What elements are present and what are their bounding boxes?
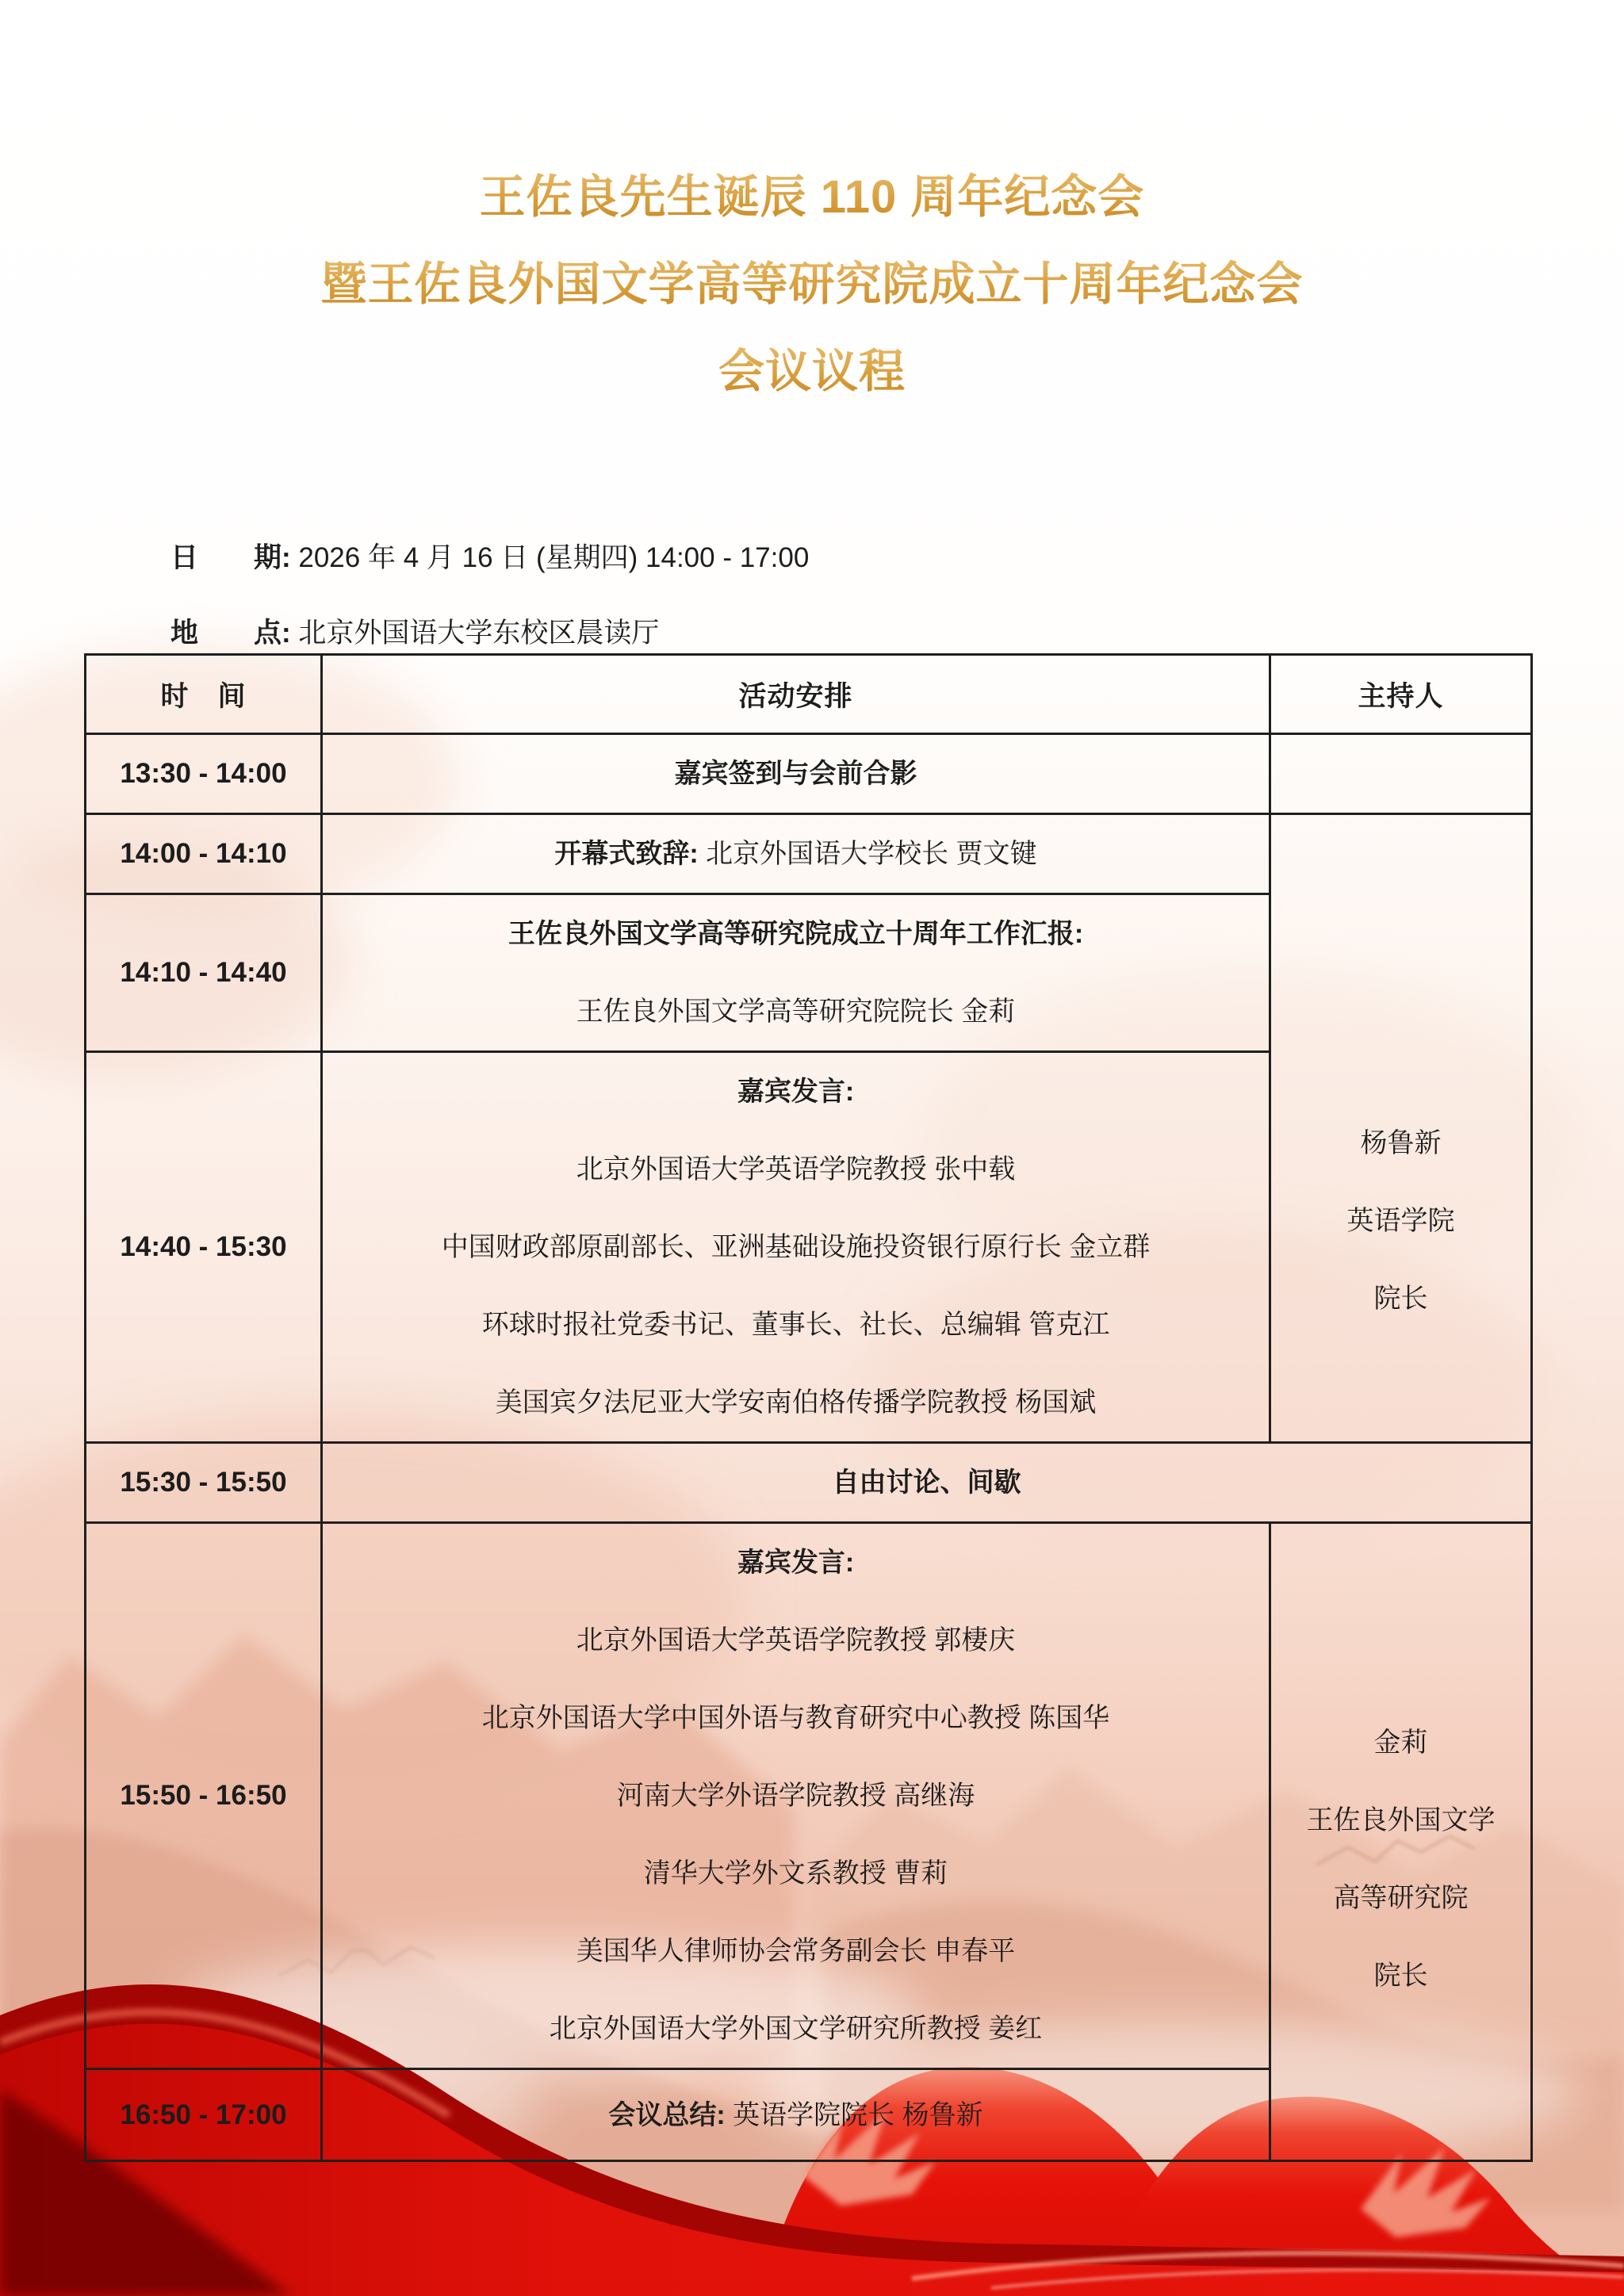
host-line: 英语学院 (1346, 1206, 1455, 1236)
activity-cell (322, 1052, 1270, 1443)
time-cell: 14:40 - 15:30 (86, 1052, 322, 1443)
agenda-header-row (86, 655, 1532, 734)
time-cell: 15:50 - 16:50 (86, 1523, 322, 2069)
activity-cell (322, 1443, 1532, 1523)
activity-line: 王佐良外国文学高等研究院成立十周年工作汇报: (508, 919, 1084, 949)
activity-line: 环球时报社党委书记、董事长、社长、总编辑 管克江 (481, 1310, 1110, 1340)
location-label: 地 点: (170, 618, 291, 649)
time-cell: 13:30 - 14:00 (86, 734, 322, 814)
activity-cell (322, 894, 1270, 1052)
time-cell: 15:30 - 15:50 (86, 1443, 322, 1523)
activity-line: 嘉宾签到与会前合影 (674, 759, 917, 789)
time-cell: 14:10 - 14:40 (86, 894, 322, 1052)
date-label: 日 期: (170, 542, 291, 573)
activity-line: 嘉宾发言: (737, 1077, 855, 1107)
title-line-3: 会议议程 (0, 328, 1624, 415)
agenda-row (86, 734, 1532, 814)
host-line: 高等研究院 (1333, 1882, 1469, 1913)
host-line: 金莉 (1373, 1727, 1428, 1758)
agenda-row (86, 814, 1532, 894)
activity-line: 嘉宾发言: (737, 1548, 855, 1578)
activity-line: 美国宾夕法尼亚大学安南伯格传播学院教授 杨国斌 (495, 1387, 1097, 1418)
agenda-row (86, 1523, 1532, 2069)
time-cell: 16:50 - 17:00 (86, 2069, 322, 2161)
agenda-row (86, 1443, 1532, 1523)
activity-line: 王佐良外国文学高等研究院院长 金莉 (576, 997, 1016, 1027)
host-cell (1270, 1523, 1532, 2161)
activity-line: 北京外国语大学外国文学研究所教授 姜红 (549, 2014, 1043, 2044)
col-header-host: 主持人 (1270, 655, 1532, 734)
activity-cell (322, 734, 1270, 814)
meeting-location (170, 611, 659, 651)
activity-cell (322, 814, 1270, 894)
agenda-section (84, 653, 1533, 2162)
activity-line: 开幕式致辞: 北京外国语大学校长 贾文键 (554, 839, 1037, 869)
meeting-date (170, 536, 809, 576)
activity-line: 北京外国语大学英语学院教授 张中载 (576, 1154, 1016, 1184)
activity-cell (322, 1523, 1270, 2069)
location-value: 北京外国语大学东校区晨读厅 (290, 618, 660, 649)
host-line: 杨鲁新 (1360, 1128, 1442, 1158)
activity-line: 清华大学外文系教授 曹莉 (643, 1858, 948, 1888)
activity-line: 中国财政部原副部长、亚洲基础设施投资银行原行长 金立群 (441, 1232, 1151, 1262)
col-header-activity: 活动安排 (322, 655, 1270, 734)
page-title (0, 154, 1624, 415)
agenda-table (84, 653, 1533, 2162)
activity-cell (322, 2069, 1270, 2161)
activity-line: 北京外国语大学英语学院教授 郭棲庆 (576, 1625, 1016, 1655)
activity-line: 河南大学外语学院教授 高继海 (616, 1781, 975, 1811)
date-value: 2026 年 4 月 16 日 (星期四) 14:00 - 17:00 (290, 542, 810, 573)
col-header-time: 时 间 (86, 655, 322, 734)
agenda-table-body (86, 734, 1532, 2161)
time-cell: 14:00 - 14:10 (86, 814, 322, 894)
activity-line: 会议总结: 英语学院院长 杨鲁新 (608, 2099, 983, 2130)
activity-line: 自由讨论、间歇 (832, 1468, 1021, 1498)
activity-line: 北京外国语大学中国外语与教育研究中心教授 陈国华 (481, 1703, 1110, 1733)
host-cell (1270, 814, 1532, 1443)
host-line: 王佐良外国文学 (1306, 1804, 1496, 1835)
host-cell-empty (1270, 734, 1532, 814)
host-line: 院长 (1373, 1960, 1428, 1991)
title-line-2: 暨王佐良外国文学高等研究院成立十周年纪念会 (0, 241, 1624, 328)
host-line: 院长 (1373, 1284, 1428, 1314)
title-line-1: 王佐良先生诞辰 110 周年纪念会 (0, 154, 1624, 241)
activity-line: 美国华人律师协会常务副会长 申春平 (576, 1936, 1016, 1966)
